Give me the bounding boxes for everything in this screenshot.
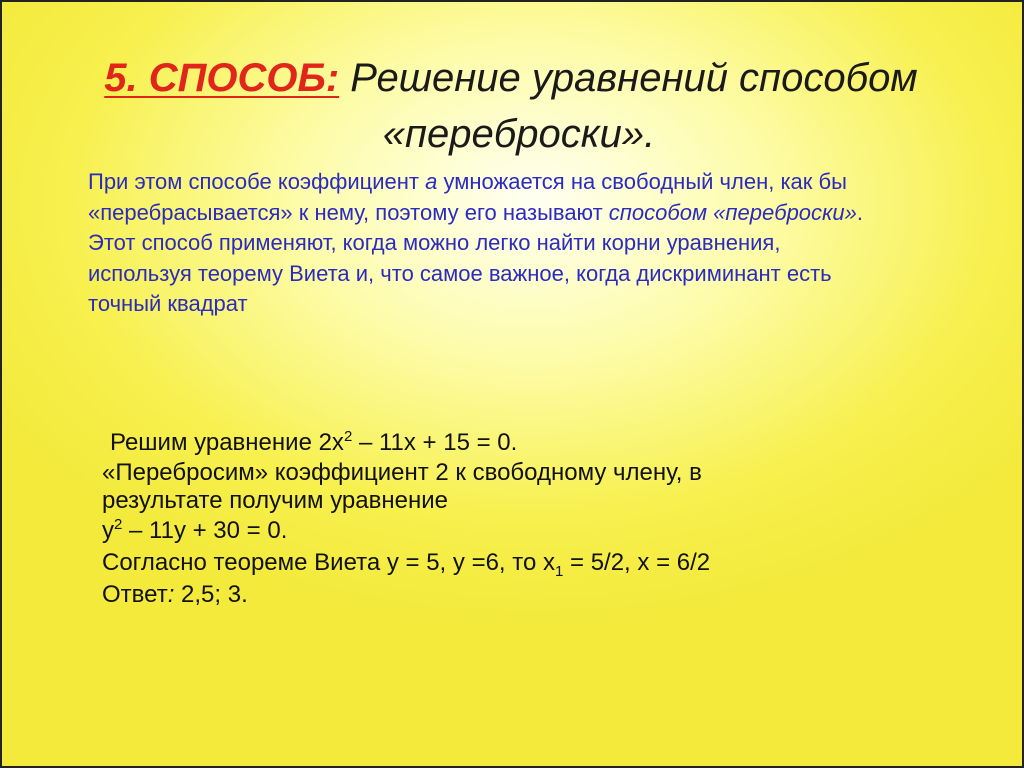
intro-text: При этом способе коэффициент	[88, 169, 426, 194]
title-line-1	[2, 50, 1024, 106]
slide-title	[2, 50, 1024, 162]
intro-line: используя теорему Виета и, что самое важное, когда дискриминант есть	[88, 260, 832, 286]
equation-text: – 11у + 30 = 0.	[122, 517, 288, 544]
coefficient-a: а	[425, 169, 438, 194]
intro-text: умножается на свободный член, как бы	[437, 169, 847, 194]
exponent: 2	[114, 516, 123, 533]
equation-text: Согласно теореме Виета у = 5, у =6, то х	[102, 549, 555, 576]
solution-step: «Перебросим» коэффициент 2 к свободному члену, в	[102, 459, 702, 486]
answer-label: Ответ	[102, 581, 168, 608]
title-line-2: «переброски».	[382, 112, 656, 156]
exponent: 2	[343, 428, 353, 445]
solution-block	[102, 427, 922, 611]
equation-text: Решим уравнение 2х	[110, 429, 344, 456]
intro-text: «перебрасывается» к нему, поэтому его называют	[88, 199, 609, 225]
method-name-emphasis: способом «переброски»	[608, 199, 857, 225]
title-method-number: 5. СПОСОБ:	[104, 56, 340, 100]
intro-text: .	[856, 199, 864, 225]
equation-original	[102, 427, 922, 459]
intro-paragraph	[88, 167, 998, 320]
title-text: Решение уравнений способом	[339, 56, 918, 100]
equation-text: у	[102, 517, 114, 544]
equation-text: = 5/2, х = 6/2	[563, 549, 711, 576]
answer-value: 2,5; 3.	[174, 581, 248, 608]
intro-line	[88, 198, 998, 229]
intro-line	[88, 167, 998, 198]
equation-transformed	[102, 515, 922, 547]
answer-line	[102, 579, 922, 611]
intro-line: Этот способ применяют, когда можно легко найти корни уравнения,	[88, 230, 781, 255]
answer-colon: :	[167, 581, 175, 608]
equation-text: – 11х + 15 = 0.	[352, 429, 518, 456]
solution-step: результате получим уравнение	[102, 487, 448, 514]
vieta-roots-line	[102, 547, 922, 579]
subscript: 1	[555, 563, 564, 580]
intro-line: точный квадрат	[88, 291, 248, 316]
